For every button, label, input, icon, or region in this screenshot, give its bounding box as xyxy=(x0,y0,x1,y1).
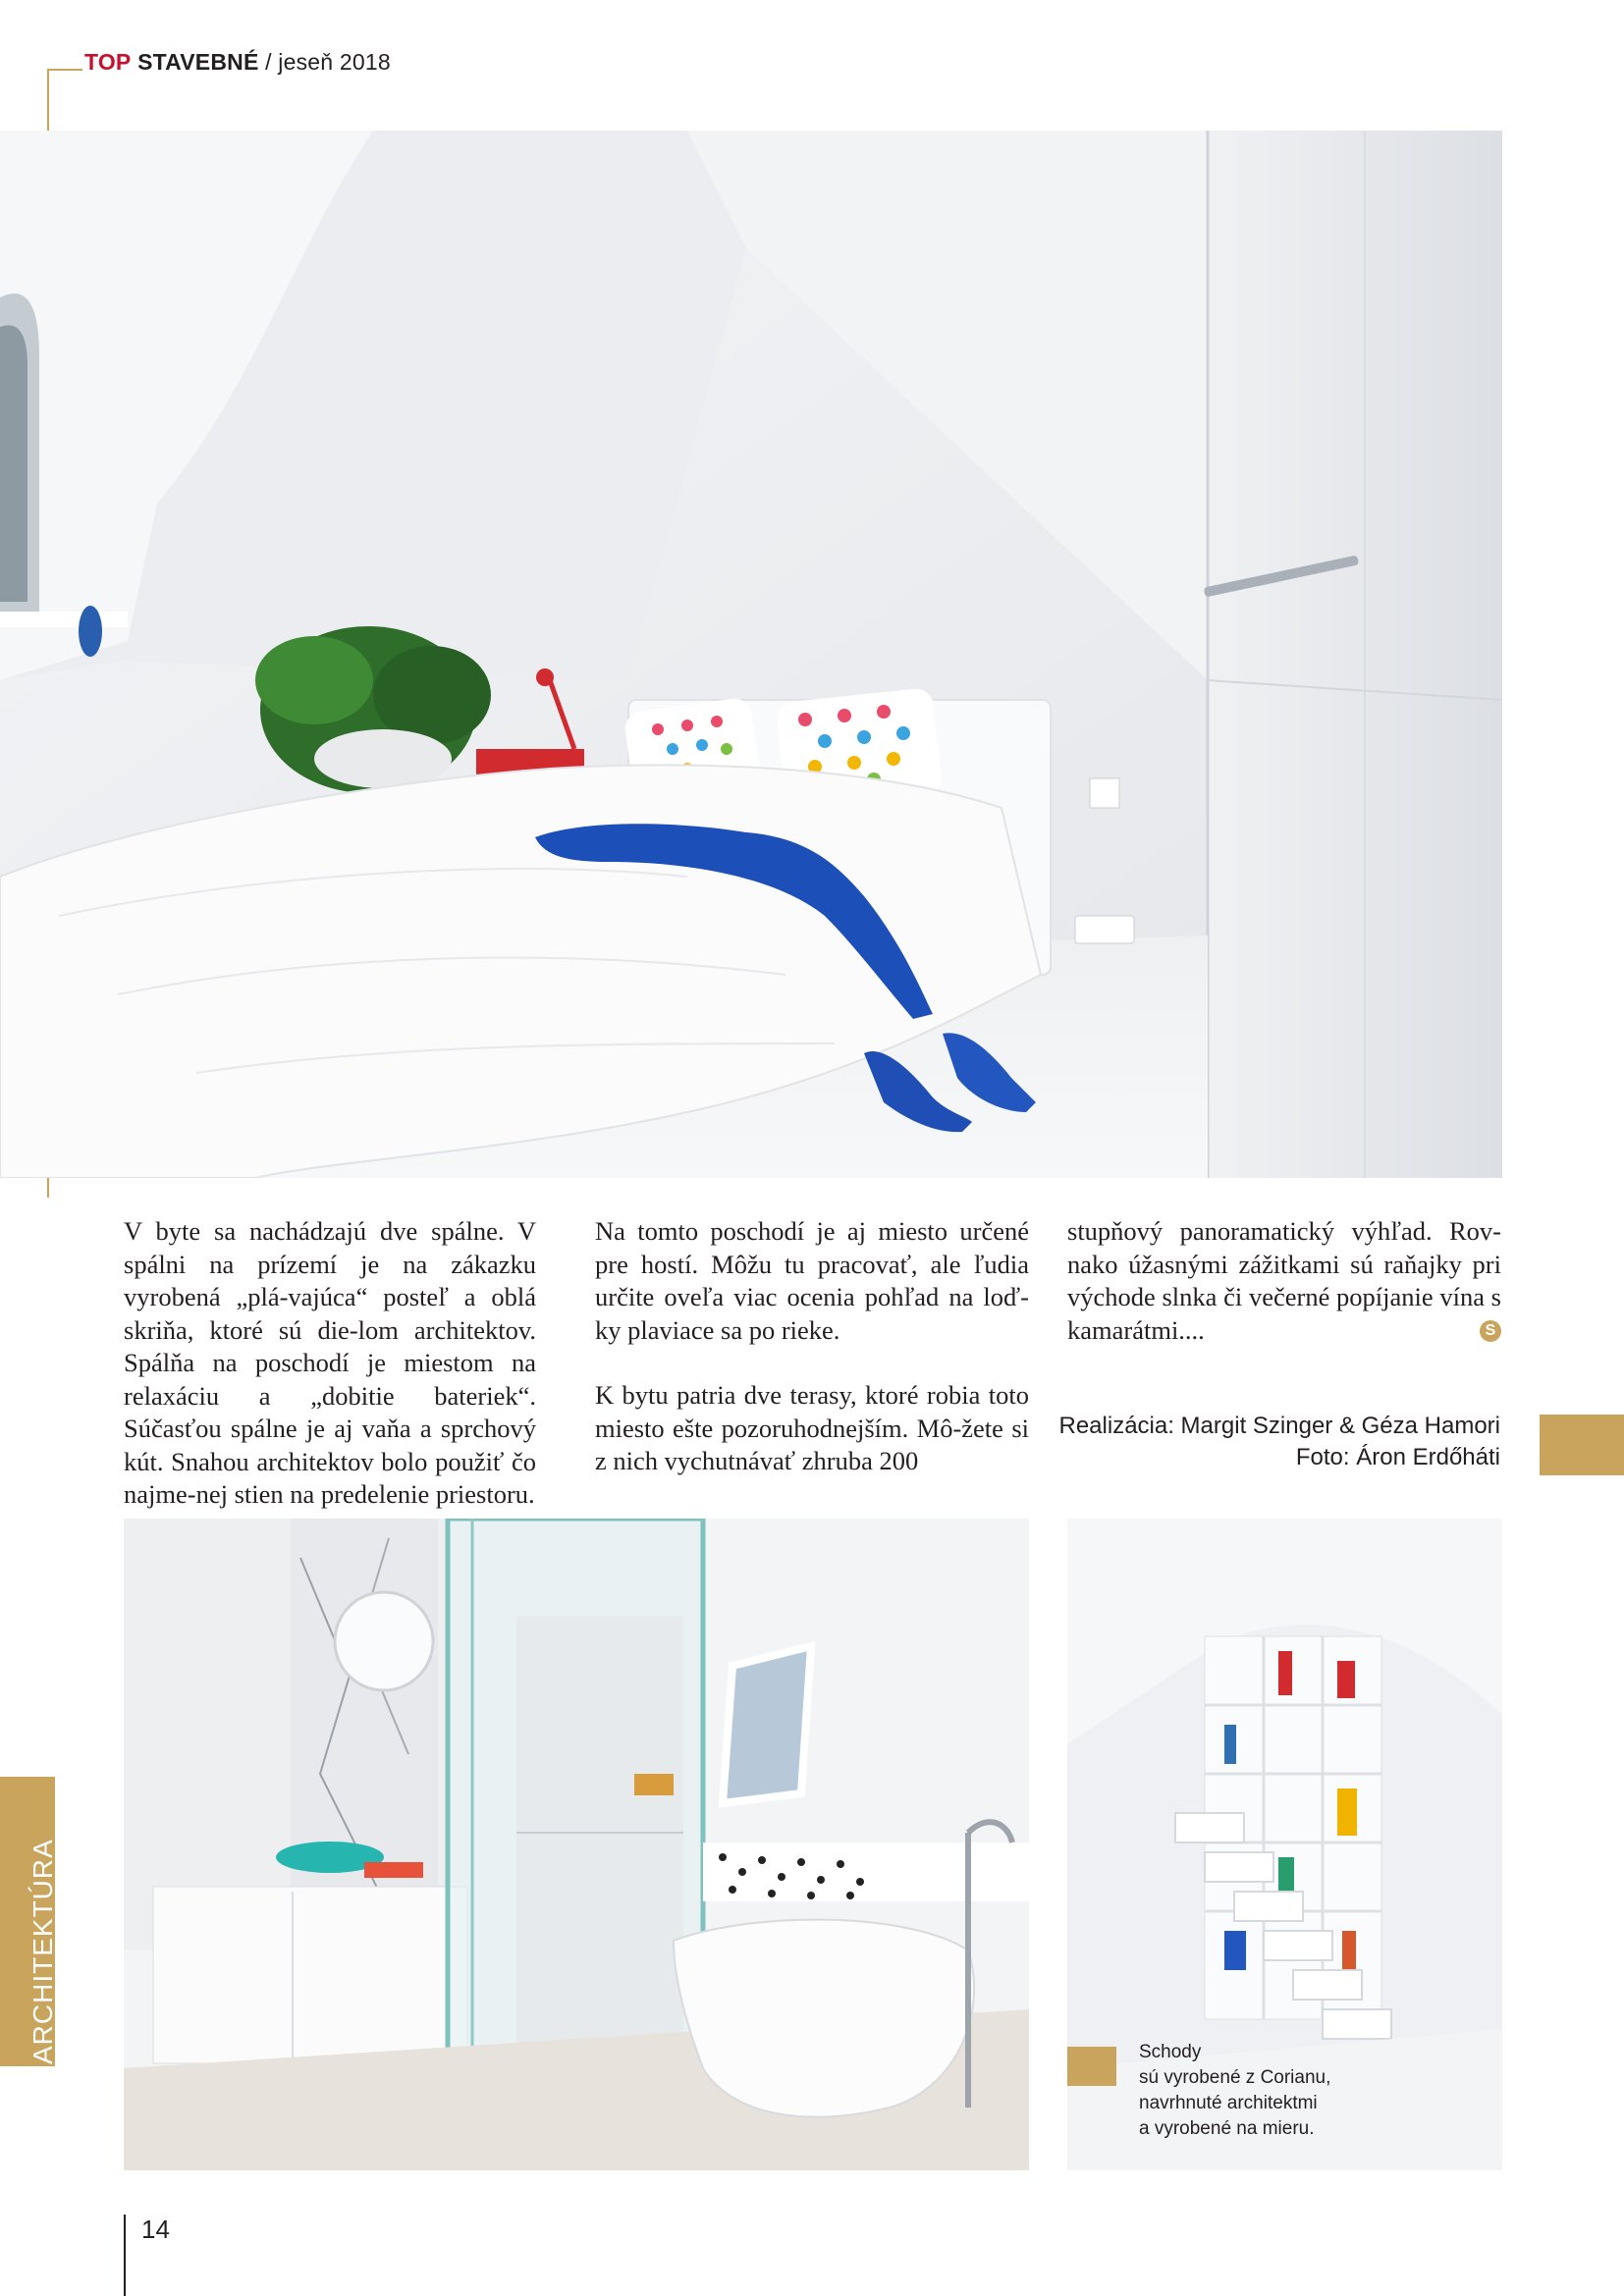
footer-rule xyxy=(124,2215,126,2296)
issue-season: jeseň 2018 xyxy=(278,49,391,75)
caption-line: navrhnuté architektmi xyxy=(1139,2093,1318,2113)
article-paragraph: V byte sa nachádzajú dve spálne. V spálni na prízemí je na zákazku vyrobená „plá-vajúca“ posteľ a oblá skriňa, ktoré sú die-lom architektov. Spálňa na poschodí je miestom na relaxáciu a „dobitie bateriek“. Súčasťou spálne je aj vaňa a sprchový kút. Snahou architektov bolo použiť čo najme-nej stien na predelenie priestoru. xyxy=(124,1216,536,1509)
brand-stavebne: STAVEBNÉ xyxy=(137,49,259,75)
brand-top: TOP xyxy=(84,49,132,75)
bathroom-photo xyxy=(124,1519,1029,2170)
caption-line: a vyrobené na mieru. xyxy=(1139,2118,1315,2139)
page-number: 14 xyxy=(141,2215,170,2244)
caption-line: sú vyrobené z Corianu, xyxy=(1139,2067,1331,2088)
article-column-3 xyxy=(1067,1215,1501,1347)
magazine-header xyxy=(84,49,391,76)
article-end-mark-icon: S xyxy=(1480,1320,1501,1342)
header-rule-horizontal xyxy=(47,69,82,71)
credits-photo: Foto: Áron Erdőháti xyxy=(1295,1444,1500,1470)
photo-caption xyxy=(1139,2040,1335,2142)
section-label: ARCHITEKTÚRA xyxy=(27,1839,58,2064)
credits-realization: Realizácia: Margit Szinger & Géza Hamori xyxy=(1058,1413,1500,1439)
article-paragraph: stupňový panoramatický výhľad. Rov-nako úžasnými zážitkami sú raňajky pri východe slnka či večerné popíjanie vína s kamarátmi.... xyxy=(1067,1216,1501,1345)
bedroom-photo xyxy=(0,131,1502,1178)
article-column-2 xyxy=(595,1215,1029,1511)
article-paragraph: Na tomto poschodí je aj miesto určené pre hostí. Môžu tu pracovať, ale ľudia určite oveľa viac ocenia pohľad na loď-ky plaviace sa po rieke. xyxy=(595,1216,1029,1345)
gold-side-tab xyxy=(1540,1415,1624,1475)
article-paragraph: K bytu patria dve terasy, ktoré robia toto miesto ešte pozoruhodnejším. Mô-žete si z nich vychutnávať zhruba 200 xyxy=(595,1380,1029,1475)
article-column-1 xyxy=(124,1215,536,1544)
photo-credits xyxy=(1059,1411,1501,1473)
header-separator: / xyxy=(265,49,272,75)
caption-line: Schody xyxy=(1139,2042,1202,2062)
caption-marker xyxy=(1067,2047,1116,2086)
